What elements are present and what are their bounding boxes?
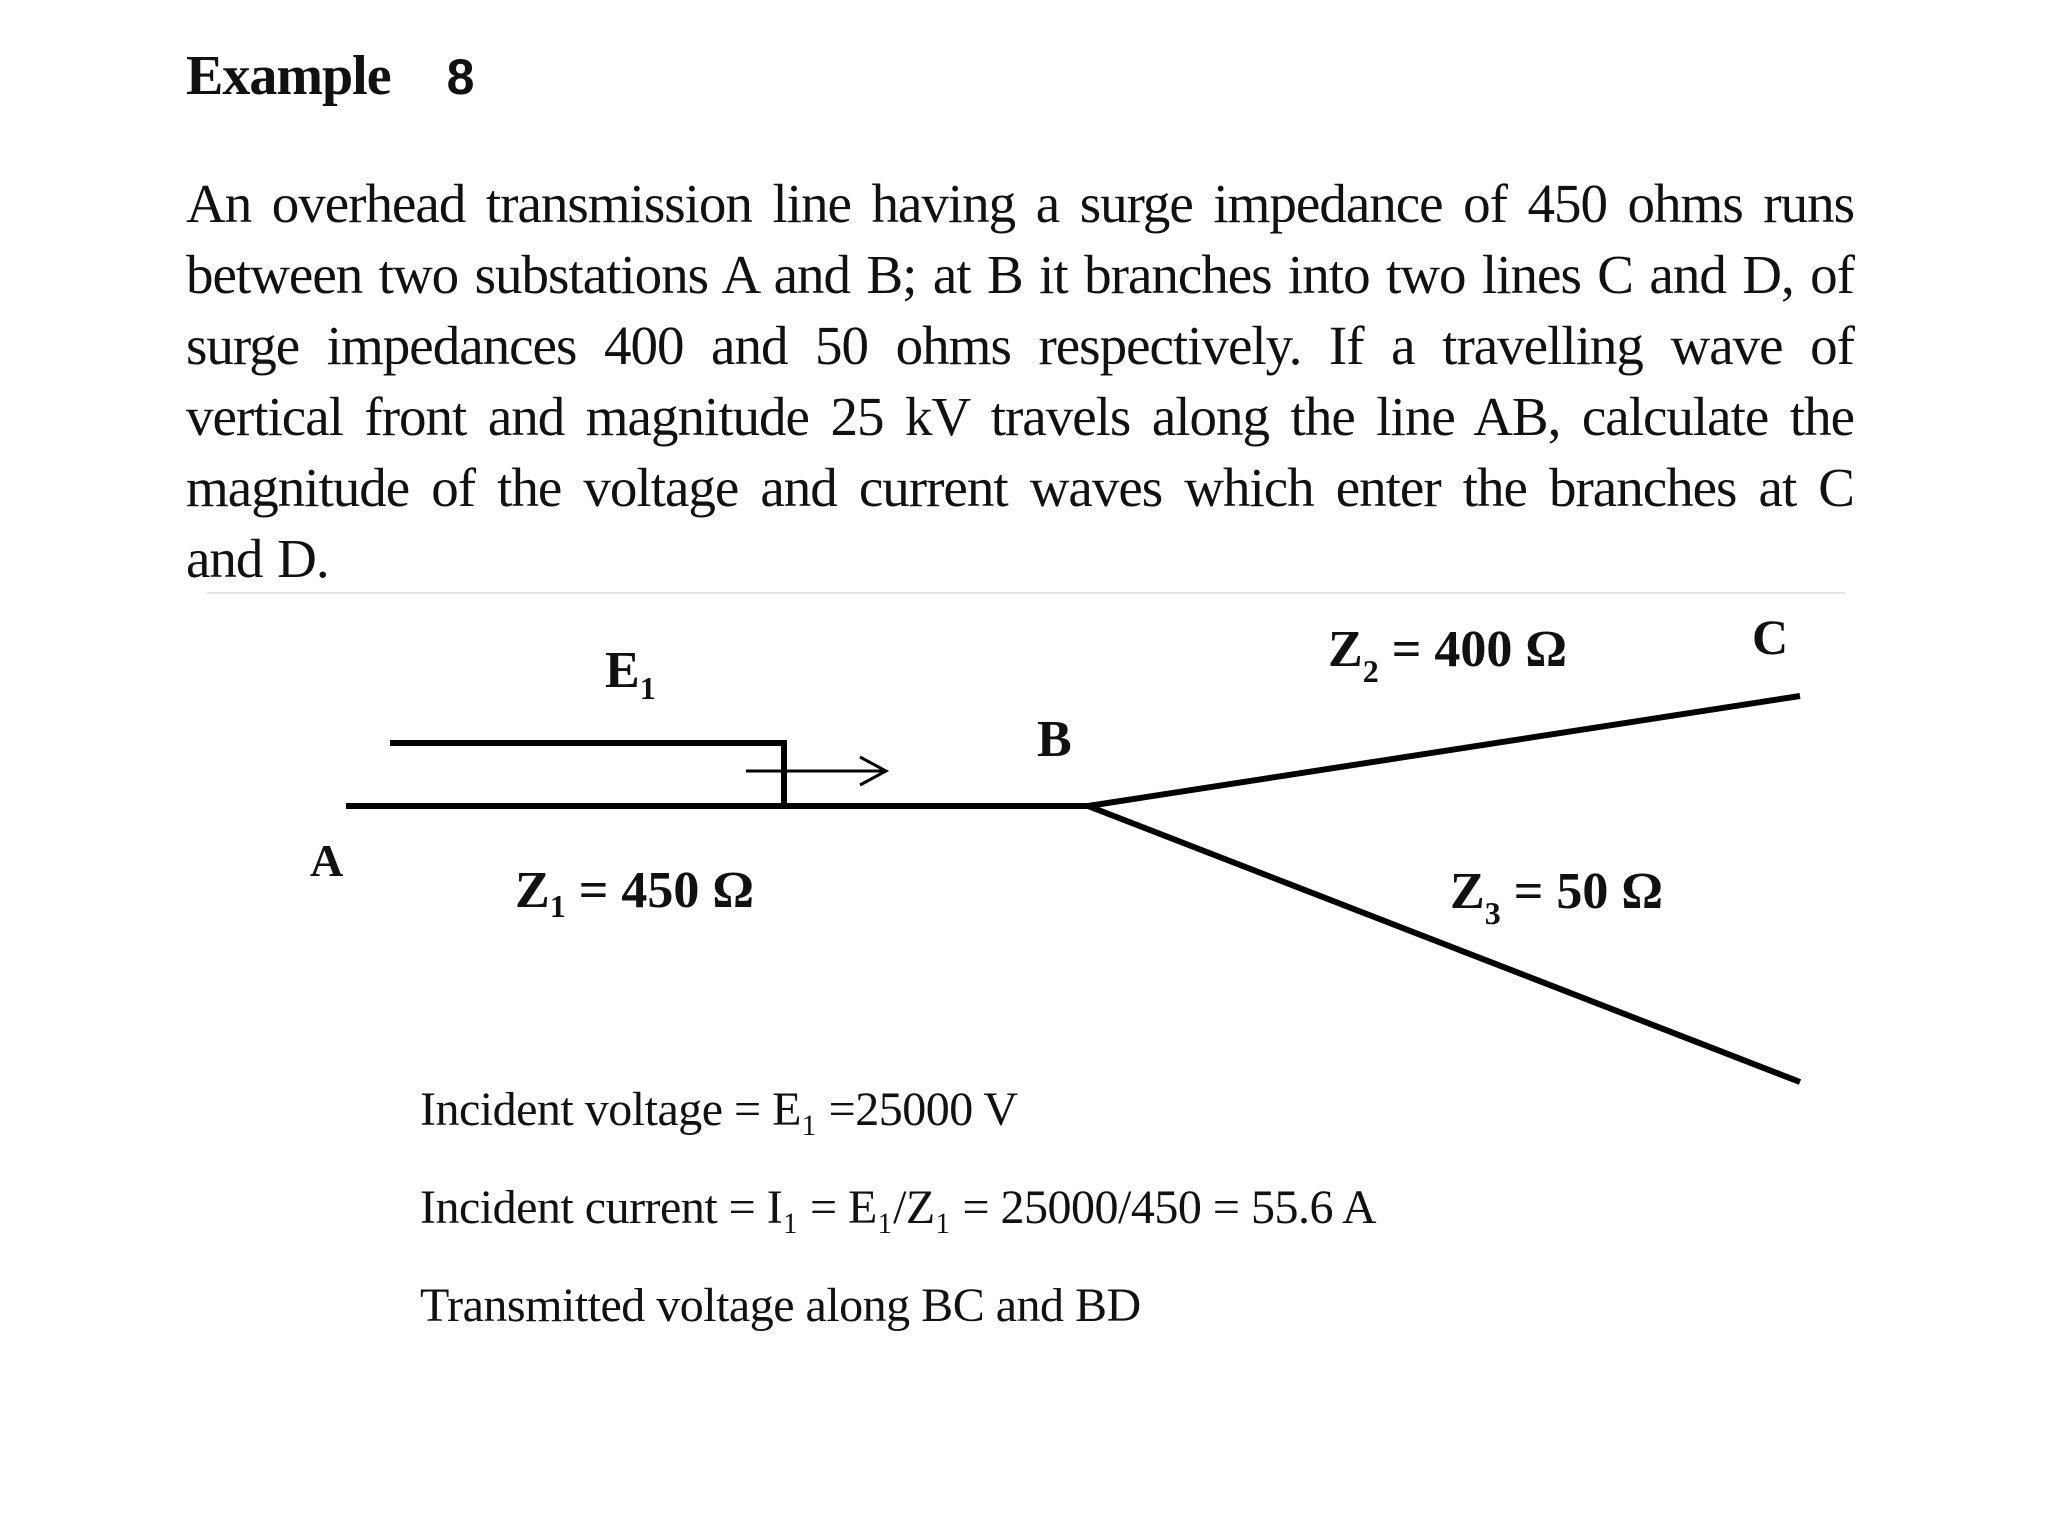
example-word: Example	[186, 45, 391, 107]
transmitted-voltage-line: Transmitted voltage along BC and BD	[420, 1279, 1141, 1332]
node-a-label: A	[310, 835, 344, 886]
z1-label	[515, 862, 754, 924]
node-c-label: C	[1752, 609, 1789, 665]
z3-value: = 50 Ω	[1500, 863, 1663, 920]
incident-current-line: Incident current = I₁ = E₁/Z₁ = 25000/450 = 55.6 A	[420, 1181, 1376, 1234]
incident-voltage-line: Incident voltage = E₁ =25000 V	[420, 1083, 1018, 1136]
z2-sub: 2	[1362, 653, 1379, 689]
wave-front	[390, 743, 784, 806]
z3-label	[1450, 863, 1663, 931]
branch-bc	[1088, 696, 1800, 806]
z2-label	[1328, 621, 1567, 689]
z1-main: Z	[515, 862, 550, 919]
wave-label	[605, 642, 656, 706]
z1-value: = 450 Ω	[565, 862, 754, 919]
z3-main: Z	[1450, 863, 1485, 920]
example-number: 8	[446, 49, 475, 105]
z1-sub: 1	[549, 888, 566, 924]
problem-statement: An overhead transmission line having a surge impedance of 450 ohms runs between two substations A and B; at B it branches into two lines C and D, of surge impedances 400 and 50 ohms respectively. If a travelling wave of vertical front and magnitude 25 kV travels along the line AB, calculate the magnitude of the voltage and current waves which enter the branches at C and D.	[186, 173, 1854, 589]
solution-block	[420, 1080, 1920, 1374]
z2-main: Z	[1328, 621, 1363, 678]
node-b-label: B	[1037, 711, 1072, 768]
branch-bd	[1088, 806, 1800, 1082]
z2-value: = 400 Ω	[1378, 621, 1567, 678]
wave-label-sub: 1	[639, 670, 656, 706]
z3-sub: 3	[1484, 895, 1501, 931]
wave-label-main: E	[605, 642, 640, 699]
